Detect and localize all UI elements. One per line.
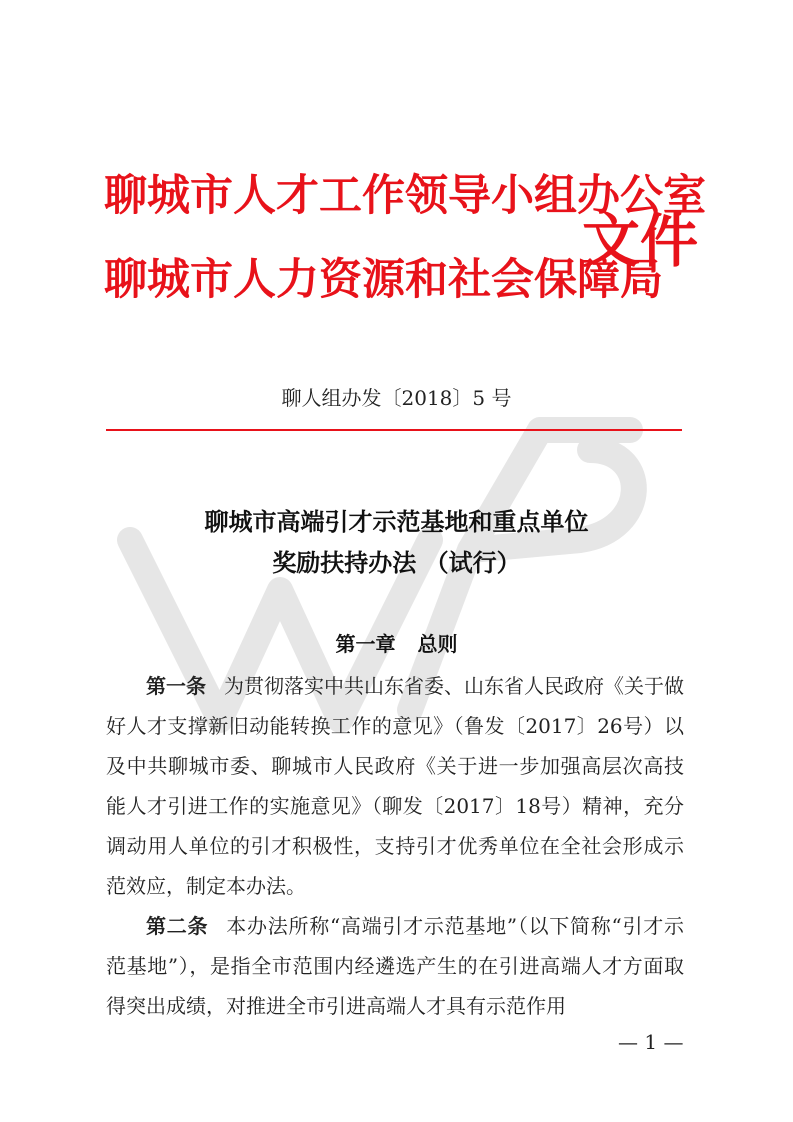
article-label: 第二条 [146, 914, 209, 938]
article-paragraph [106, 666, 684, 906]
issuing-org-1: 聊城市人才工作领导小组办公室 [104, 171, 706, 221]
document-title-line-2: 奖励扶持办法 （试行） [272, 548, 521, 577]
chapter-number: 第一章 [335, 632, 396, 656]
article-text: 为贯彻落实中共山东省委、山东省人民政府《关于做好人才支撑新旧动能转换工作的意见》（鲁发〔2017〕26号）以及中共聊城市委、聊城市人民政府《关于进一步加强高层次高技能人才引进工作的实施意见》（聊发〔2017〕18号）精神，充分调动用人单位的引才积极性，支持引才优秀单位在全社会形成示范效应，制定本办法。 [106, 674, 684, 898]
red-divider [106, 429, 682, 431]
issuing-org-2: 聊城市人力资源和社会保障局 [104, 255, 663, 305]
article-label: 第一条 [146, 674, 206, 698]
document-label: 文件 [582, 207, 699, 275]
page-number: — 1 — [618, 1030, 684, 1054]
article-text: 本办法所称“高端引才示范基地”（以下简称“引才示范基地”），是指全市范围内经遴选产生的在引进高端人才方面取得突出成绩，对推进全市引进高端人才具有示范作用 [106, 914, 684, 1018]
document-number: 聊人组办发〔2018〕5 号 [281, 386, 512, 410]
article-paragraph [106, 906, 684, 1026]
chapter-name: 总则 [417, 632, 458, 656]
chapter-heading [0, 628, 793, 657]
document-title-line-1: 聊城市高端引才示范基地和重点单位 [204, 507, 589, 536]
document-body [106, 666, 684, 1026]
